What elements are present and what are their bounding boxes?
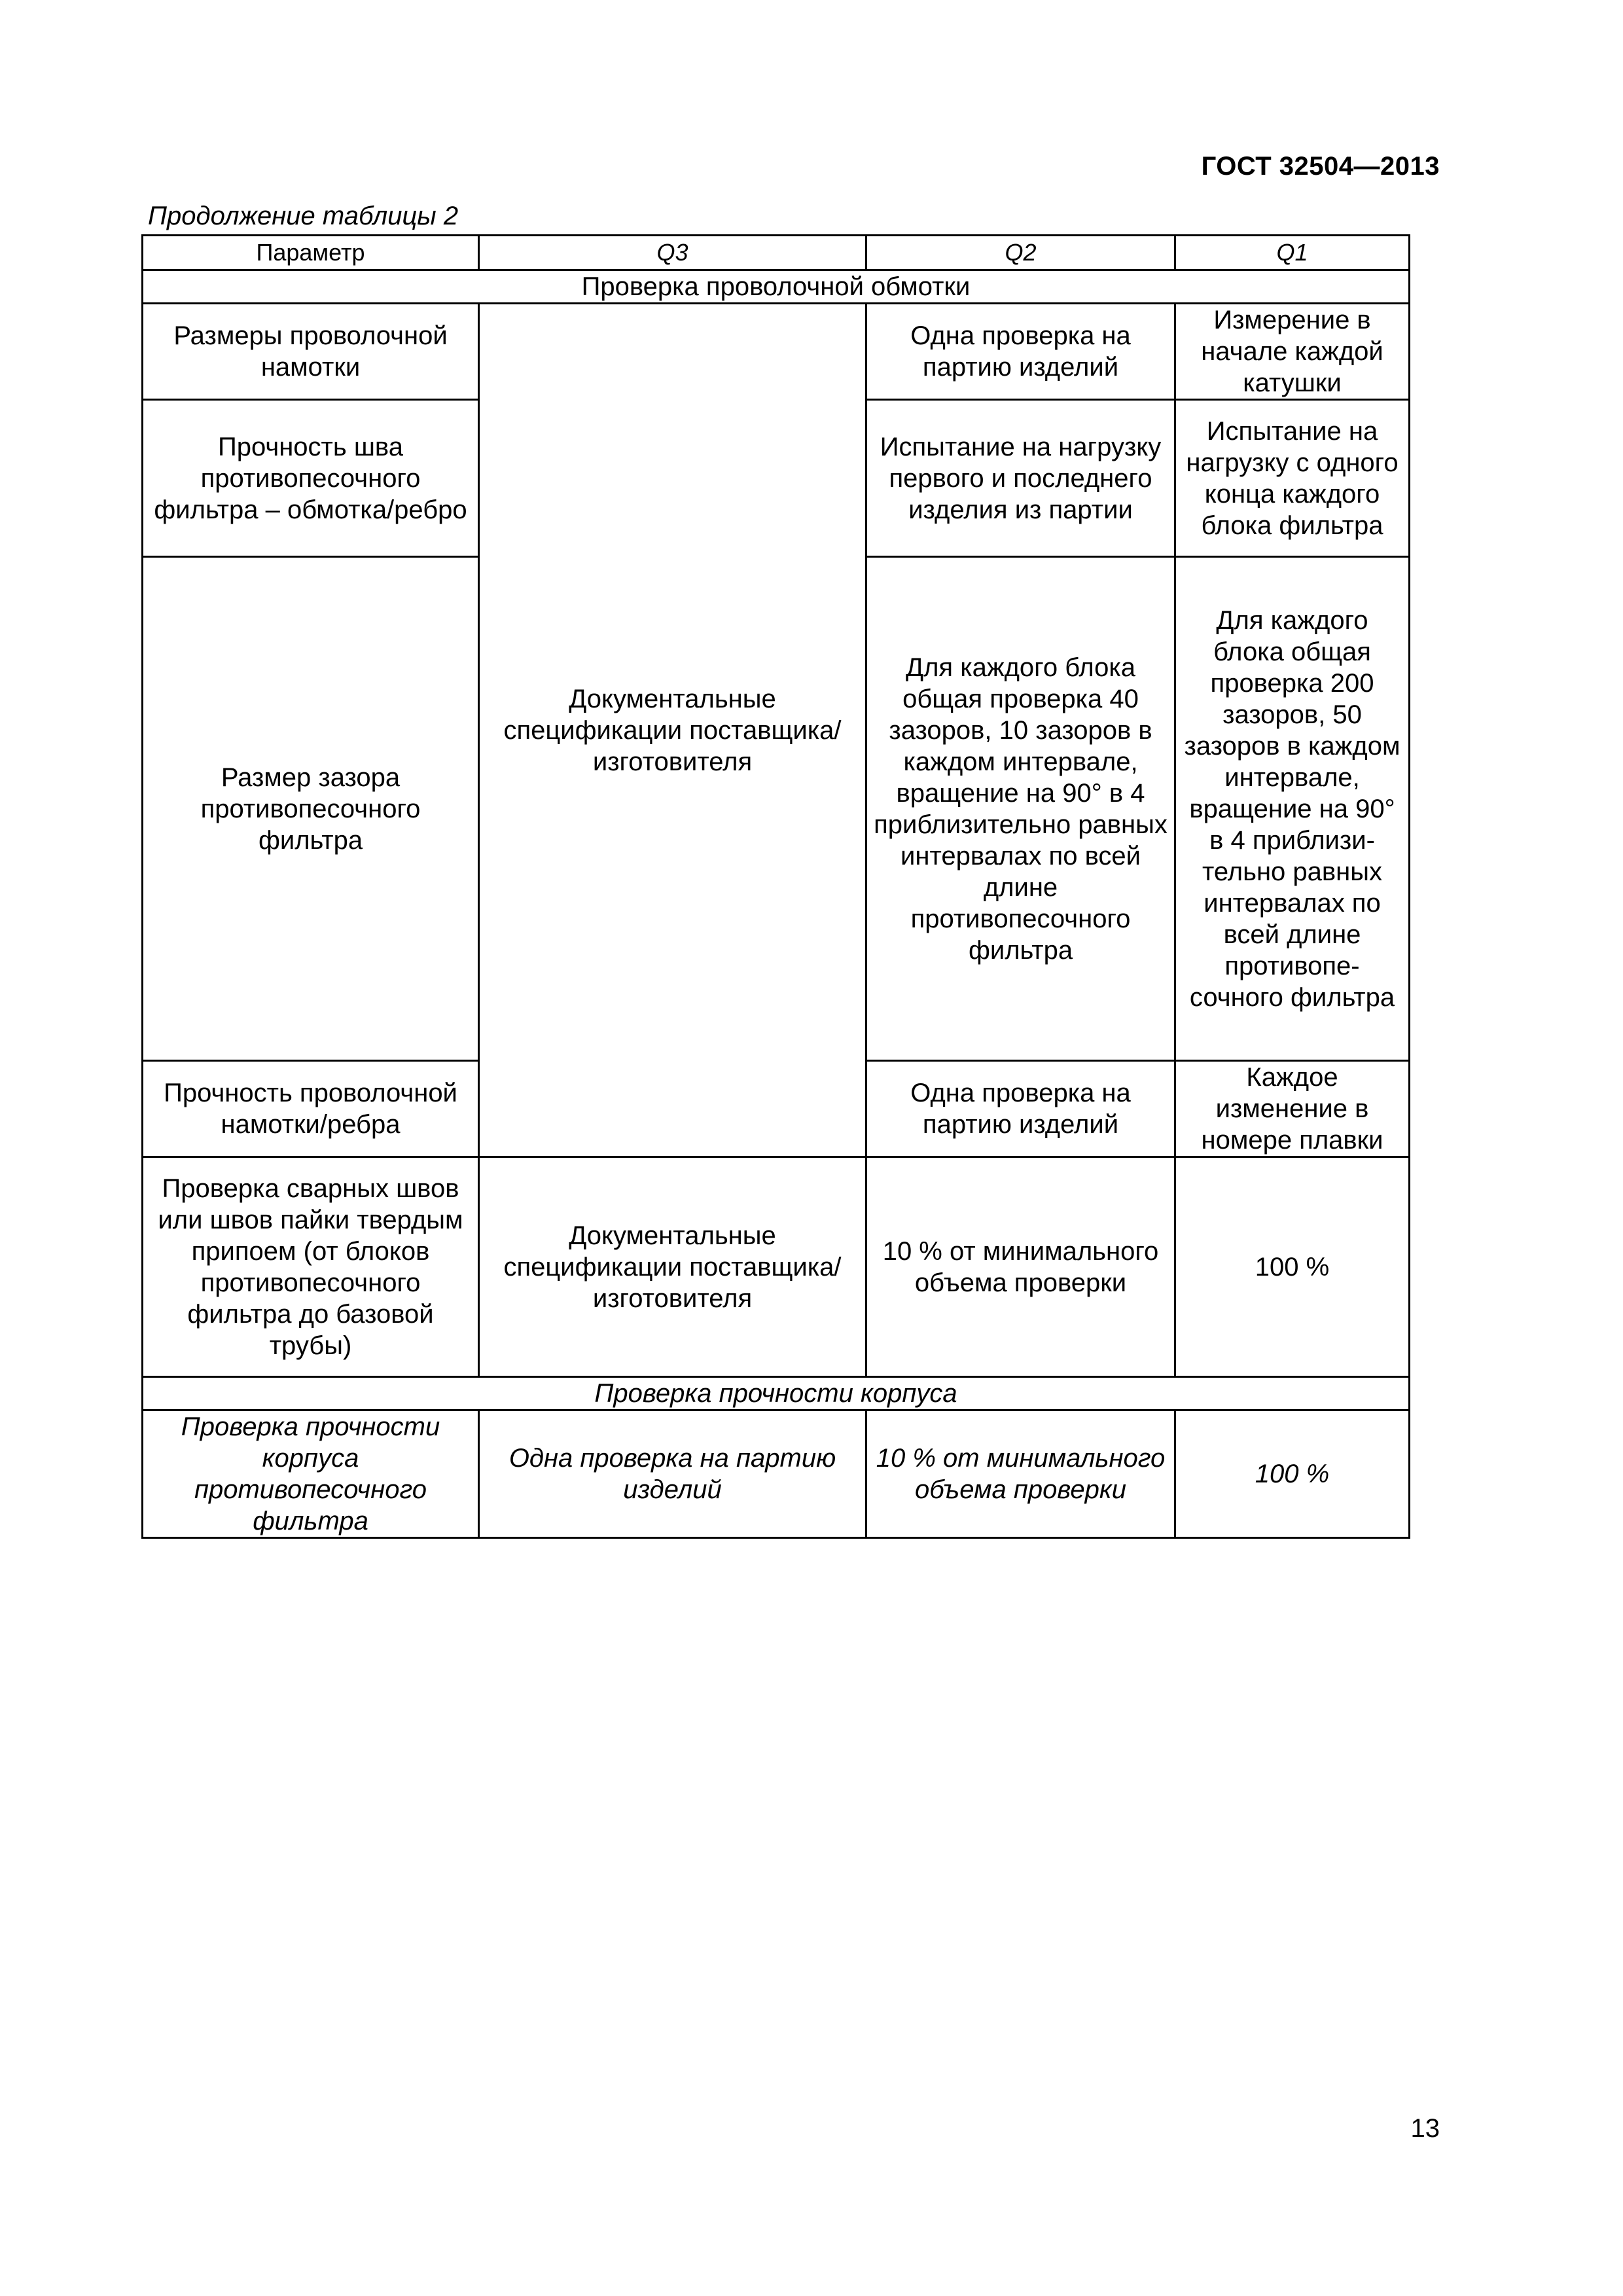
col-header-q1: Q1 [1175, 236, 1410, 270]
cell-param: Размеры проволочной намотки [143, 304, 479, 400]
table-row [143, 1410, 1410, 1538]
table-row [143, 304, 1410, 400]
section-row [143, 1377, 1410, 1410]
section-title-body: Проверка прочности корпуса [143, 1377, 1410, 1410]
cell-q1: Каждое изменение в номере плавки [1175, 1061, 1410, 1157]
cell-q1: Измерение в начале каждой катушки [1175, 304, 1410, 400]
col-header-parameter: Параметр [143, 236, 479, 270]
standard-number: ГОСТ 32504—2013 [1201, 152, 1440, 181]
cell-q1: 100 % [1175, 1157, 1410, 1377]
table-caption: Продолжение таблицы 2 [148, 202, 459, 230]
cell-q1: Для каждого блока общая проверка 200 зазоров, 50 зазоров в каждом интервале, вращение на 90° в 4 приблизи-тельно равных интервалах по всей длине противопе-сочного фильтра [1175, 557, 1410, 1061]
cell-q2: 10 % от минимального объема проверки [866, 1157, 1175, 1377]
col-header-q2: Q2 [866, 236, 1175, 270]
table-header-row [143, 236, 1410, 270]
table-row [143, 1157, 1410, 1377]
cell-q1: 100 % [1175, 1410, 1410, 1538]
cell-q3: Одна проверка на партию изделий [479, 1410, 866, 1538]
cell-param: Проверка сварных швов или швов пайки твердым припоем (от блоков противопесочного фильтра до базовой трубы) [143, 1157, 479, 1377]
col-header-q3: Q3 [479, 236, 866, 270]
cell-q2: Одна проверка на партию изделий [866, 1061, 1175, 1157]
page-number: 13 [1410, 2114, 1440, 2143]
cell-q2: Для каждого блока общая проверка 40 зазоров, 10 зазоров в каждом интервале, вращение на 90° в 4 приблизительно равных интервалах по всей длине противопесочного фильтра [866, 557, 1175, 1061]
inspection-table [141, 234, 1410, 1539]
cell-param: Проверка прочности корпуса противопесочного фильтра [143, 1410, 479, 1538]
cell-param: Прочность проволочной намотки/ребра [143, 1061, 479, 1157]
cell-q2: 10 % от минимального объема проверки [866, 1410, 1175, 1538]
cell-q3: Документальные спецификации поставщика/ изготовителя [479, 1157, 866, 1377]
section-title-winding: Проверка проволочной обмотки [143, 270, 1410, 304]
cell-q2: Испытание на нагрузку первого и последнего изделия из партии [866, 400, 1175, 557]
cell-q1: Испытание на нагрузку с одного конца каждого блока фильтра [1175, 400, 1410, 557]
cell-q2: Одна проверка на партию изделий [866, 304, 1175, 400]
cell-param: Прочность шва противопесочного фильтра – обмотка/ребро [143, 400, 479, 557]
cell-param: Размер зазора противопесочного фильтра [143, 557, 479, 1061]
cell-q3-merged: Документальные спецификации поставщика/ изготовителя [479, 304, 866, 1157]
section-row [143, 270, 1410, 304]
